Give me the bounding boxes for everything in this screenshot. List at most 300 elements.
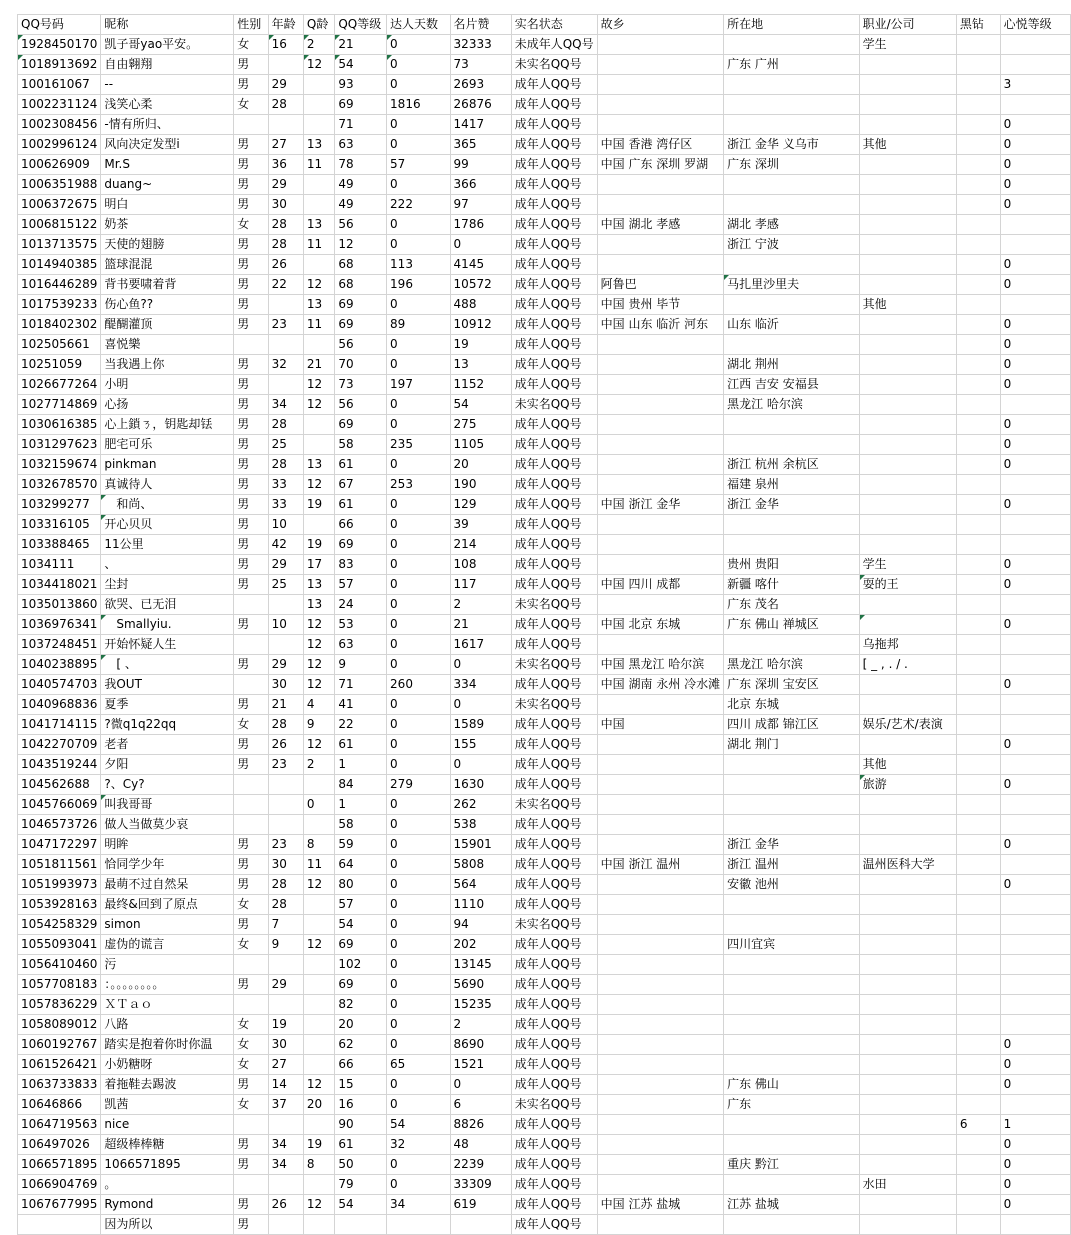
cell-card-likes[interactable]: 0 — [450, 1075, 511, 1095]
cell-card-likes[interactable]: 1786 — [450, 215, 511, 235]
cell-age[interactable] — [268, 955, 303, 975]
cell-q-age[interactable]: 13 — [303, 595, 334, 615]
cell-occupation[interactable]: 其他 — [859, 135, 956, 155]
cell-nickname[interactable]: 醍醐灌顶 — [101, 315, 234, 335]
cell-xinyue-level[interactable] — [1000, 655, 1070, 675]
cell-qq-level[interactable]: 69 — [335, 975, 387, 995]
cell-q-age[interactable]: 12 — [303, 1195, 334, 1215]
cell-daren-days[interactable]: 0 — [387, 935, 451, 955]
cell-xinyue-level[interactable]: 0 — [1000, 335, 1070, 355]
cell-location[interactable]: 江西 吉安 安福县 — [724, 375, 860, 395]
cell-location[interactable]: 浙江 杭州 余杭区 — [724, 455, 860, 475]
cell-nickname[interactable]: 天使的翅膀 — [101, 235, 234, 255]
cell-card-likes[interactable]: 97 — [450, 195, 511, 215]
cell-card-likes[interactable]: 0 — [450, 755, 511, 775]
cell-realname-status[interactable]: 未实名QQ号 — [511, 915, 597, 935]
cell-gender[interactable]: 男 — [234, 435, 268, 455]
cell-nickname[interactable]: 最萌不过自然呆 — [101, 875, 234, 895]
cell-realname-status[interactable]: 成年人QQ号 — [511, 675, 597, 695]
cell-occupation[interactable] — [859, 455, 956, 475]
cell-xinyue-level[interactable] — [1000, 595, 1070, 615]
cell-q-age[interactable] — [303, 95, 334, 115]
cell-nickname[interactable]: ：。。。。。。。。 — [101, 975, 234, 995]
cell-daren-days[interactable]: 0 — [387, 995, 451, 1015]
cell-qq-level[interactable]: 1 — [335, 795, 387, 815]
cell-occupation[interactable] — [859, 795, 956, 815]
cell-xinyue-level[interactable]: 0 — [1000, 835, 1070, 855]
cell-nickname[interactable]: 凯子哥yao平安。 — [101, 35, 234, 55]
cell-location[interactable]: 广东 茂名 — [724, 595, 860, 615]
cell-occupation[interactable] — [859, 115, 956, 135]
column-header-age[interactable]: 年龄 — [268, 15, 303, 35]
cell-black-diamond[interactable] — [956, 955, 1000, 975]
cell-qq-number[interactable]: 1057708183 — [18, 975, 101, 995]
cell-occupation[interactable] — [859, 195, 956, 215]
cell-occupation[interactable] — [859, 835, 956, 855]
cell-location[interactable] — [724, 1215, 860, 1235]
cell-gender[interactable]: 男 — [234, 275, 268, 295]
cell-xinyue-level[interactable]: 0 — [1000, 255, 1070, 275]
cell-nickname[interactable]: 喜悦樂 — [101, 335, 234, 355]
cell-q-age[interactable]: 19 — [303, 495, 334, 515]
cell-qq-number[interactable]: 1066904769 — [18, 1175, 101, 1195]
cell-xinyue-level[interactable] — [1000, 1095, 1070, 1115]
cell-daren-days[interactable]: 0 — [387, 335, 451, 355]
cell-age[interactable]: 28 — [268, 415, 303, 435]
cell-card-likes[interactable]: 54 — [450, 395, 511, 415]
cell-age[interactable] — [268, 775, 303, 795]
cell-card-likes[interactable]: 39 — [450, 515, 511, 535]
cell-hometown[interactable] — [597, 1075, 723, 1095]
cell-daren-days[interactable] — [387, 1215, 451, 1235]
cell-gender[interactable]: 男 — [234, 415, 268, 435]
cell-xinyue-level[interactable] — [1000, 855, 1070, 875]
cell-card-likes[interactable]: 564 — [450, 875, 511, 895]
cell-occupation[interactable] — [859, 155, 956, 175]
cell-daren-days[interactable]: 0 — [387, 1095, 451, 1115]
cell-nickname[interactable]: 开心贝贝 — [101, 515, 234, 535]
cell-realname-status[interactable]: 成年人QQ号 — [511, 375, 597, 395]
cell-gender[interactable]: 男 — [234, 55, 268, 75]
cell-qq-number[interactable]: 1060192767 — [18, 1035, 101, 1055]
cell-qq-number[interactable]: 1056410460 — [18, 955, 101, 975]
cell-xinyue-level[interactable] — [1000, 535, 1070, 555]
cell-gender[interactable]: 女 — [234, 1055, 268, 1075]
cell-qq-number[interactable]: 1006815122 — [18, 215, 101, 235]
cell-location[interactable] — [724, 335, 860, 355]
cell-hometown[interactable] — [597, 795, 723, 815]
cell-age[interactable]: 25 — [268, 575, 303, 595]
cell-gender[interactable]: 男 — [234, 375, 268, 395]
cell-gender[interactable]: 男 — [234, 1135, 268, 1155]
cell-xinyue-level[interactable]: 0 — [1000, 195, 1070, 215]
cell-hometown[interactable] — [597, 975, 723, 995]
cell-nickname[interactable]: 小奶糖呀 — [101, 1055, 234, 1075]
cell-card-likes[interactable]: 0 — [450, 235, 511, 255]
cell-qq-level[interactable]: 71 — [335, 675, 387, 695]
cell-realname-status[interactable]: 成年人QQ号 — [511, 1215, 597, 1235]
cell-q-age[interactable]: 12 — [303, 475, 334, 495]
cell-hometown[interactable] — [597, 595, 723, 615]
cell-hometown[interactable] — [597, 1115, 723, 1135]
cell-qq-number[interactable]: 1045766069 — [18, 795, 101, 815]
cell-gender[interactable]: 男 — [234, 315, 268, 335]
cell-qq-level[interactable]: 73 — [335, 375, 387, 395]
cell-daren-days[interactable]: 197 — [387, 375, 451, 395]
cell-qq-number[interactable]: 102505661 — [18, 335, 101, 355]
cell-daren-days[interactable]: 89 — [387, 315, 451, 335]
cell-realname-status[interactable]: 成年人QQ号 — [511, 275, 597, 295]
cell-qq-number[interactable]: 1055093041 — [18, 935, 101, 955]
cell-hometown[interactable]: 中国 香港 湾仔区 — [597, 135, 723, 155]
cell-card-likes[interactable]: 13 — [450, 355, 511, 375]
cell-location[interactable] — [724, 295, 860, 315]
cell-location[interactable] — [724, 195, 860, 215]
cell-q-age[interactable]: 13 — [303, 295, 334, 315]
cell-qq-level[interactable]: 9 — [335, 655, 387, 675]
cell-daren-days[interactable]: 54 — [387, 1115, 451, 1135]
cell-nickname[interactable]: [ 、 — [101, 655, 234, 675]
cell-occupation[interactable] — [859, 275, 956, 295]
cell-realname-status[interactable]: 成年人QQ号 — [511, 115, 597, 135]
cell-qq-number[interactable]: 1063733833 — [18, 1075, 101, 1095]
cell-q-age[interactable] — [303, 955, 334, 975]
cell-qq-number[interactable]: 1042270709 — [18, 735, 101, 755]
cell-card-likes[interactable]: 262 — [450, 795, 511, 815]
cell-occupation[interactable] — [859, 315, 956, 335]
cell-daren-days[interactable]: 113 — [387, 255, 451, 275]
cell-occupation[interactable] — [859, 695, 956, 715]
cell-daren-days[interactable]: 0 — [387, 895, 451, 915]
cell-qq-level[interactable] — [335, 1215, 387, 1235]
cell-occupation[interactable] — [859, 515, 956, 535]
cell-age[interactable]: 30 — [268, 195, 303, 215]
cell-occupation[interactable] — [859, 615, 956, 635]
cell-gender[interactable]: 男 — [234, 175, 268, 195]
cell-xinyue-level[interactable] — [1000, 55, 1070, 75]
cell-q-age[interactable]: 20 — [303, 1095, 334, 1115]
cell-occupation[interactable]: 耍的王 — [859, 575, 956, 595]
cell-black-diamond[interactable] — [956, 775, 1000, 795]
cell-black-diamond[interactable] — [956, 795, 1000, 815]
cell-qq-number[interactable]: 106497026 — [18, 1135, 101, 1155]
cell-hometown[interactable] — [597, 735, 723, 755]
cell-location[interactable] — [724, 75, 860, 95]
cell-qq-level[interactable]: 22 — [335, 715, 387, 735]
cell-daren-days[interactable]: 253 — [387, 475, 451, 495]
cell-qq-number[interactable]: 1037248451 — [18, 635, 101, 655]
cell-occupation[interactable] — [859, 875, 956, 895]
cell-nickname[interactable]: 和尚、 — [101, 495, 234, 515]
cell-hometown[interactable] — [597, 355, 723, 375]
cell-gender[interactable]: 男 — [234, 395, 268, 415]
cell-realname-status[interactable]: 成年人QQ号 — [511, 475, 597, 495]
cell-hometown[interactable] — [597, 555, 723, 575]
cell-age[interactable] — [268, 1175, 303, 1195]
cell-daren-days[interactable]: 0 — [387, 975, 451, 995]
cell-age[interactable]: 28 — [268, 895, 303, 915]
cell-hometown[interactable] — [597, 755, 723, 775]
cell-card-likes[interactable]: 334 — [450, 675, 511, 695]
cell-location[interactable]: 山东 临沂 — [724, 315, 860, 335]
cell-age[interactable]: 28 — [268, 715, 303, 735]
cell-black-diamond[interactable] — [956, 475, 1000, 495]
cell-qq-level[interactable]: 69 — [335, 535, 387, 555]
cell-q-age[interactable]: 12 — [303, 275, 334, 295]
cell-hometown[interactable]: 中国 湖南 永州 冷水滩 — [597, 675, 723, 695]
cell-daren-days[interactable]: 0 — [387, 595, 451, 615]
cell-q-age[interactable]: 12 — [303, 375, 334, 395]
cell-age[interactable]: 10 — [268, 515, 303, 535]
cell-nickname[interactable]: 、 — [101, 555, 234, 575]
cell-nickname[interactable]: 凯茜 — [101, 1095, 234, 1115]
cell-q-age[interactable] — [303, 815, 334, 835]
cell-xinyue-level[interactable] — [1000, 295, 1070, 315]
cell-black-diamond[interactable] — [956, 415, 1000, 435]
cell-age[interactable]: 29 — [268, 175, 303, 195]
cell-black-diamond[interactable] — [956, 395, 1000, 415]
cell-age[interactable]: 36 — [268, 155, 303, 175]
cell-nickname[interactable]: 叫我哥哥 — [101, 795, 234, 815]
cell-occupation[interactable] — [859, 235, 956, 255]
cell-location[interactable] — [724, 915, 860, 935]
column-header-location[interactable]: 所在地 — [724, 15, 860, 35]
cell-hometown[interactable] — [597, 335, 723, 355]
cell-gender[interactable] — [234, 775, 268, 795]
cell-hometown[interactable]: 中国 山东 临沂 河东 — [597, 315, 723, 335]
cell-age[interactable]: 9 — [268, 935, 303, 955]
cell-qq-number[interactable]: 1058089012 — [18, 1015, 101, 1035]
cell-nickname[interactable]: pinkman — [101, 455, 234, 475]
cell-nickname[interactable]: 欲哭、已无泪 — [101, 595, 234, 615]
cell-nickname[interactable]: 心上鎖ㄋ，钥匙却铥 — [101, 415, 234, 435]
cell-occupation[interactable] — [859, 75, 956, 95]
cell-location[interactable]: 湖北 荆门 — [724, 735, 860, 755]
cell-realname-status[interactable]: 成年人QQ号 — [511, 175, 597, 195]
cell-daren-days[interactable]: 0 — [387, 235, 451, 255]
column-header-hometown[interactable]: 故乡 — [597, 15, 723, 35]
cell-hometown[interactable] — [597, 435, 723, 455]
cell-qq-level[interactable]: 24 — [335, 595, 387, 615]
cell-nickname[interactable]: 明眸 — [101, 835, 234, 855]
cell-hometown[interactable]: 阿鲁巴 — [597, 275, 723, 295]
cell-qq-number[interactable]: 1017539233 — [18, 295, 101, 315]
cell-qq-level[interactable]: 71 — [335, 115, 387, 135]
cell-daren-days[interactable]: 222 — [387, 195, 451, 215]
cell-age[interactable]: 26 — [268, 1195, 303, 1215]
cell-location[interactable] — [724, 955, 860, 975]
cell-age[interactable]: 37 — [268, 1095, 303, 1115]
cell-realname-status[interactable]: 成年人QQ号 — [511, 1115, 597, 1135]
cell-q-age[interactable]: 12 — [303, 1075, 334, 1095]
cell-q-age[interactable]: 11 — [303, 315, 334, 335]
cell-daren-days[interactable]: 0 — [387, 655, 451, 675]
cell-qq-level[interactable]: 83 — [335, 555, 387, 575]
cell-daren-days[interactable]: 34 — [387, 1195, 451, 1215]
cell-q-age[interactable]: 11 — [303, 855, 334, 875]
cell-qq-level[interactable]: 15 — [335, 1075, 387, 1095]
cell-occupation[interactable] — [859, 815, 956, 835]
column-header-black-diamond[interactable]: 黑钻 — [956, 15, 1000, 35]
cell-nickname[interactable]: ?、Cy? — [101, 775, 234, 795]
cell-card-likes[interactable]: 538 — [450, 815, 511, 835]
cell-occupation[interactable] — [859, 495, 956, 515]
cell-daren-days[interactable]: 0 — [387, 75, 451, 95]
cell-hometown[interactable] — [597, 115, 723, 135]
cell-qq-number[interactable]: 1064719563 — [18, 1115, 101, 1135]
cell-age[interactable]: 19 — [268, 1015, 303, 1035]
cell-black-diamond[interactable] — [956, 315, 1000, 335]
cell-nickname[interactable]: 八路 — [101, 1015, 234, 1035]
cell-q-age[interactable]: 2 — [303, 35, 334, 55]
cell-nickname[interactable]: 。 — [101, 1175, 234, 1195]
cell-xinyue-level[interactable]: 0 — [1000, 435, 1070, 455]
cell-qq-level[interactable]: 69 — [335, 415, 387, 435]
cell-qq-level[interactable]: 67 — [335, 475, 387, 495]
cell-xinyue-level[interactable]: 0 — [1000, 735, 1070, 755]
cell-occupation[interactable] — [859, 55, 956, 75]
cell-black-diamond[interactable] — [956, 235, 1000, 255]
cell-age[interactable]: 33 — [268, 495, 303, 515]
cell-black-diamond[interactable] — [956, 695, 1000, 715]
cell-xinyue-level[interactable] — [1000, 815, 1070, 835]
cell-qq-level[interactable]: 54 — [335, 915, 387, 935]
cell-nickname[interactable]: 1066571895 — [101, 1155, 234, 1175]
cell-black-diamond[interactable] — [956, 875, 1000, 895]
cell-daren-days[interactable]: 0 — [387, 295, 451, 315]
cell-q-age[interactable]: 13 — [303, 215, 334, 235]
cell-qq-level[interactable]: 50 — [335, 1155, 387, 1175]
cell-realname-status[interactable]: 成年人QQ号 — [511, 735, 597, 755]
cell-qq-number[interactable]: 1013713575 — [18, 235, 101, 255]
cell-age[interactable]: 7 — [268, 915, 303, 935]
cell-nickname[interactable]: -- — [101, 75, 234, 95]
cell-occupation[interactable] — [859, 675, 956, 695]
cell-gender[interactable] — [234, 995, 268, 1015]
cell-gender[interactable]: 男 — [234, 355, 268, 375]
cell-location[interactable]: 重庆 黔江 — [724, 1155, 860, 1175]
cell-hometown[interactable]: 中国 浙江 温州 — [597, 855, 723, 875]
cell-location[interactable]: 四川 成都 锦江区 — [724, 715, 860, 735]
cell-card-likes[interactable]: 2 — [450, 1015, 511, 1035]
cell-xinyue-level[interactable]: 0 — [1000, 275, 1070, 295]
cell-gender[interactable]: 女 — [234, 1015, 268, 1035]
cell-card-likes[interactable]: 13145 — [450, 955, 511, 975]
cell-location[interactable] — [724, 635, 860, 655]
cell-card-likes[interactable]: 8826 — [450, 1115, 511, 1135]
cell-xinyue-level[interactable] — [1000, 915, 1070, 935]
cell-location[interactable]: 浙江 温州 — [724, 855, 860, 875]
cell-age[interactable]: 22 — [268, 275, 303, 295]
cell-card-likes[interactable]: 108 — [450, 555, 511, 575]
cell-realname-status[interactable]: 成年人QQ号 — [511, 755, 597, 775]
cell-black-diamond[interactable] — [956, 455, 1000, 475]
cell-qq-number[interactable]: 1002996124 — [18, 135, 101, 155]
cell-qq-number[interactable]: 1057836229 — [18, 995, 101, 1015]
cell-gender[interactable]: 女 — [234, 1035, 268, 1055]
cell-occupation[interactable]: [ _ , . / . — [859, 655, 956, 675]
cell-qq-level[interactable]: 16 — [335, 1095, 387, 1115]
cell-gender[interactable]: 女 — [234, 95, 268, 115]
cell-daren-days[interactable]: 235 — [387, 435, 451, 455]
cell-q-age[interactable]: 12 — [303, 615, 334, 635]
cell-age[interactable]: 28 — [268, 455, 303, 475]
cell-age[interactable] — [268, 595, 303, 615]
cell-realname-status[interactable]: 成年人QQ号 — [511, 1015, 597, 1035]
cell-realname-status[interactable]: 成年人QQ号 — [511, 295, 597, 315]
cell-q-age[interactable] — [303, 1175, 334, 1195]
cell-card-likes[interactable]: 19 — [450, 335, 511, 355]
cell-q-age[interactable]: 21 — [303, 355, 334, 375]
cell-xinyue-level[interactable]: 0 — [1000, 1195, 1070, 1215]
cell-q-age[interactable]: 12 — [303, 935, 334, 955]
cell-nickname[interactable]: 我OUT — [101, 675, 234, 695]
cell-occupation[interactable] — [859, 355, 956, 375]
cell-qq-level[interactable]: 54 — [335, 55, 387, 75]
cell-nickname[interactable]: -情有所归、 — [101, 115, 234, 135]
cell-qq-number[interactable]: 1047172297 — [18, 835, 101, 855]
cell-xinyue-level[interactable]: 0 — [1000, 155, 1070, 175]
cell-realname-status[interactable]: 成年人QQ号 — [511, 575, 597, 595]
cell-xinyue-level[interactable]: 0 — [1000, 415, 1070, 435]
cell-q-age[interactable] — [303, 75, 334, 95]
cell-location[interactable]: 广东 深圳 — [724, 155, 860, 175]
cell-qq-level[interactable]: 79 — [335, 1175, 387, 1195]
cell-daren-days[interactable]: 0 — [387, 535, 451, 555]
cell-location[interactable] — [724, 1115, 860, 1135]
cell-nickname[interactable]: 夕阳 — [101, 755, 234, 775]
cell-nickname[interactable]: 当我遇上你 — [101, 355, 234, 375]
cell-q-age[interactable] — [303, 975, 334, 995]
cell-black-diamond[interactable] — [956, 735, 1000, 755]
cell-gender[interactable]: 男 — [234, 615, 268, 635]
cell-occupation[interactable]: 学生 — [859, 35, 956, 55]
cell-occupation[interactable] — [859, 1095, 956, 1115]
cell-daren-days[interactable]: 0 — [387, 855, 451, 875]
cell-black-diamond[interactable] — [956, 215, 1000, 235]
cell-card-likes[interactable]: 275 — [450, 415, 511, 435]
cell-age[interactable]: 28 — [268, 875, 303, 895]
cell-xinyue-level[interactable]: 1 — [1000, 1115, 1070, 1135]
cell-xinyue-level[interactable]: 0 — [1000, 355, 1070, 375]
cell-qq-level[interactable]: 61 — [335, 495, 387, 515]
cell-age[interactable]: 29 — [268, 655, 303, 675]
cell-occupation[interactable] — [859, 995, 956, 1015]
cell-age[interactable]: 28 — [268, 235, 303, 255]
cell-realname-status[interactable]: 成年人QQ号 — [511, 555, 597, 575]
cell-xinyue-level[interactable]: 0 — [1000, 175, 1070, 195]
cell-hometown[interactable] — [597, 775, 723, 795]
cell-black-diamond[interactable] — [956, 615, 1000, 635]
cell-black-diamond[interactable] — [956, 195, 1000, 215]
cell-location[interactable] — [724, 175, 860, 195]
cell-gender[interactable]: 女 — [234, 895, 268, 915]
cell-hometown[interactable] — [597, 415, 723, 435]
cell-card-likes[interactable]: 8690 — [450, 1035, 511, 1055]
cell-qq-level[interactable]: 80 — [335, 875, 387, 895]
cell-card-likes[interactable]: 2693 — [450, 75, 511, 95]
cell-card-likes[interactable]: 0 — [450, 695, 511, 715]
cell-xinyue-level[interactable]: 0 — [1000, 675, 1070, 695]
cell-hometown[interactable] — [597, 935, 723, 955]
cell-xinyue-level[interactable]: 0 — [1000, 575, 1070, 595]
cell-age[interactable]: 34 — [268, 395, 303, 415]
cell-gender[interactable]: 男 — [234, 495, 268, 515]
cell-qq-level[interactable]: 70 — [335, 355, 387, 375]
cell-xinyue-level[interactable]: 0 — [1000, 1075, 1070, 1095]
cell-age[interactable] — [268, 295, 303, 315]
cell-realname-status[interactable]: 成年人QQ号 — [511, 975, 597, 995]
